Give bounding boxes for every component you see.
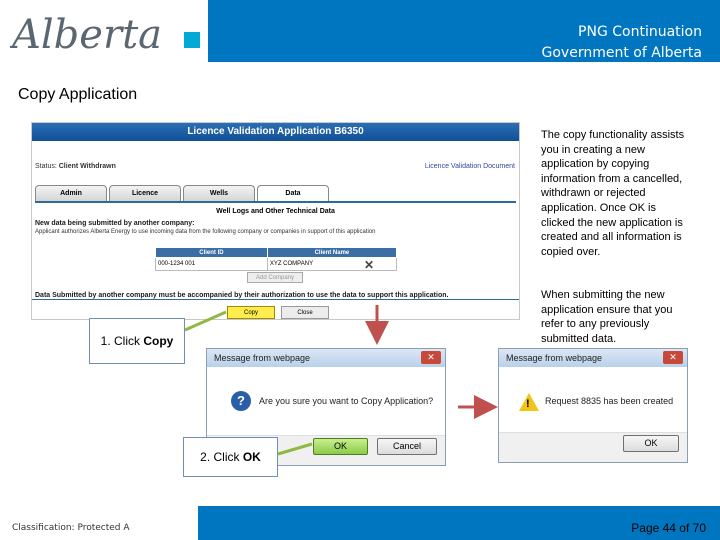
tab-licence[interactable]: Licence: [109, 185, 181, 201]
close-icon[interactable]: ✕: [421, 351, 441, 364]
page-number: Page 44 of 70: [631, 521, 706, 535]
close-button[interactable]: Close: [281, 306, 329, 319]
table-row: [156, 258, 397, 271]
warning-mark: !: [526, 398, 530, 410]
callout-2-prefix: 2. Click: [200, 450, 243, 464]
deck-title-line2: Government of Alberta: [541, 45, 702, 61]
question-icon: ?: [231, 391, 251, 411]
section-title: Well Logs and Other Technical Data: [216, 208, 335, 215]
callout-1-prefix: 1. Click: [100, 334, 144, 348]
status-value: Client Withdrawn: [58, 163, 116, 170]
app-title: Licence Validation Application B6350: [32, 123, 519, 141]
classification-label: Classification: Protected A: [12, 523, 130, 533]
status-line: [35, 163, 116, 170]
confirm-message: Are you sure you want to Copy Application?: [259, 396, 434, 406]
close-icon[interactable]: ✕: [663, 351, 683, 364]
app-screenshot: [31, 122, 520, 320]
tab-underline: [35, 201, 516, 203]
column-client-name: Client Name: [267, 248, 396, 258]
tab-data[interactable]: Data: [257, 185, 329, 201]
table-header-row: [156, 248, 397, 258]
copy-button[interactable]: Copy: [227, 306, 275, 319]
result-dialog: [498, 348, 688, 463]
callout-1-action: Copy: [143, 334, 174, 348]
client-table: [155, 247, 397, 271]
cancel-button[interactable]: Cancel: [377, 438, 437, 455]
deck-title: [542, 22, 703, 64]
callout-step-2: [183, 437, 278, 477]
tab-admin[interactable]: Admin: [35, 185, 107, 201]
callout-2-action: OK: [242, 450, 261, 464]
result-message: Request 8835 has been created: [545, 396, 674, 406]
result-ok-button[interactable]: OK: [623, 435, 679, 452]
callout-step-1: [89, 318, 185, 364]
divider: [32, 299, 519, 300]
authorizes-text: Applicant authorizes Alberta Energy to use incoming data from the following company or companies in support of this application: [35, 229, 376, 235]
status-label: Status:: [35, 163, 57, 170]
client-name-cell: XYZ COMPANY: [267, 258, 396, 271]
column-client-id: Client ID: [156, 248, 268, 258]
ok-button[interactable]: OK: [313, 438, 368, 455]
client-id-cell: 000-1234 001: [156, 258, 268, 271]
svg-text:Alberta: Alberta: [12, 12, 162, 58]
tab-wells[interactable]: Wells: [183, 185, 255, 201]
description-paragraph-2: When submitting the new application ensure that you refer to any previously submitted data.: [541, 289, 673, 345]
confirm-dialog-title: Message from webpage: [207, 349, 445, 367]
add-company-button[interactable]: Add Company: [247, 272, 303, 283]
licence-document-link[interactable]: Licence Validation Document: [424, 163, 515, 170]
alberta-logo: [10, 4, 205, 60]
deck-title-line1: PNG Continuation: [578, 24, 702, 40]
slide-heading: Copy Application: [18, 86, 138, 103]
submitted-note: Data Submitted by another company must be accompanied by their authorization to use the data to support this application.: [35, 292, 449, 299]
result-dialog-title: Message from webpage: [499, 349, 687, 367]
new-data-label: New data being submitted by another company:: [35, 220, 195, 227]
remove-icon[interactable]: ✕: [364, 258, 375, 272]
description-paragraph-1: The copy functionality assists you in creating a new application by copying information from a cancelled, withdrawn or rejected application. Once OK is clicked the new application is created and all information is copied over.: [541, 129, 685, 258]
